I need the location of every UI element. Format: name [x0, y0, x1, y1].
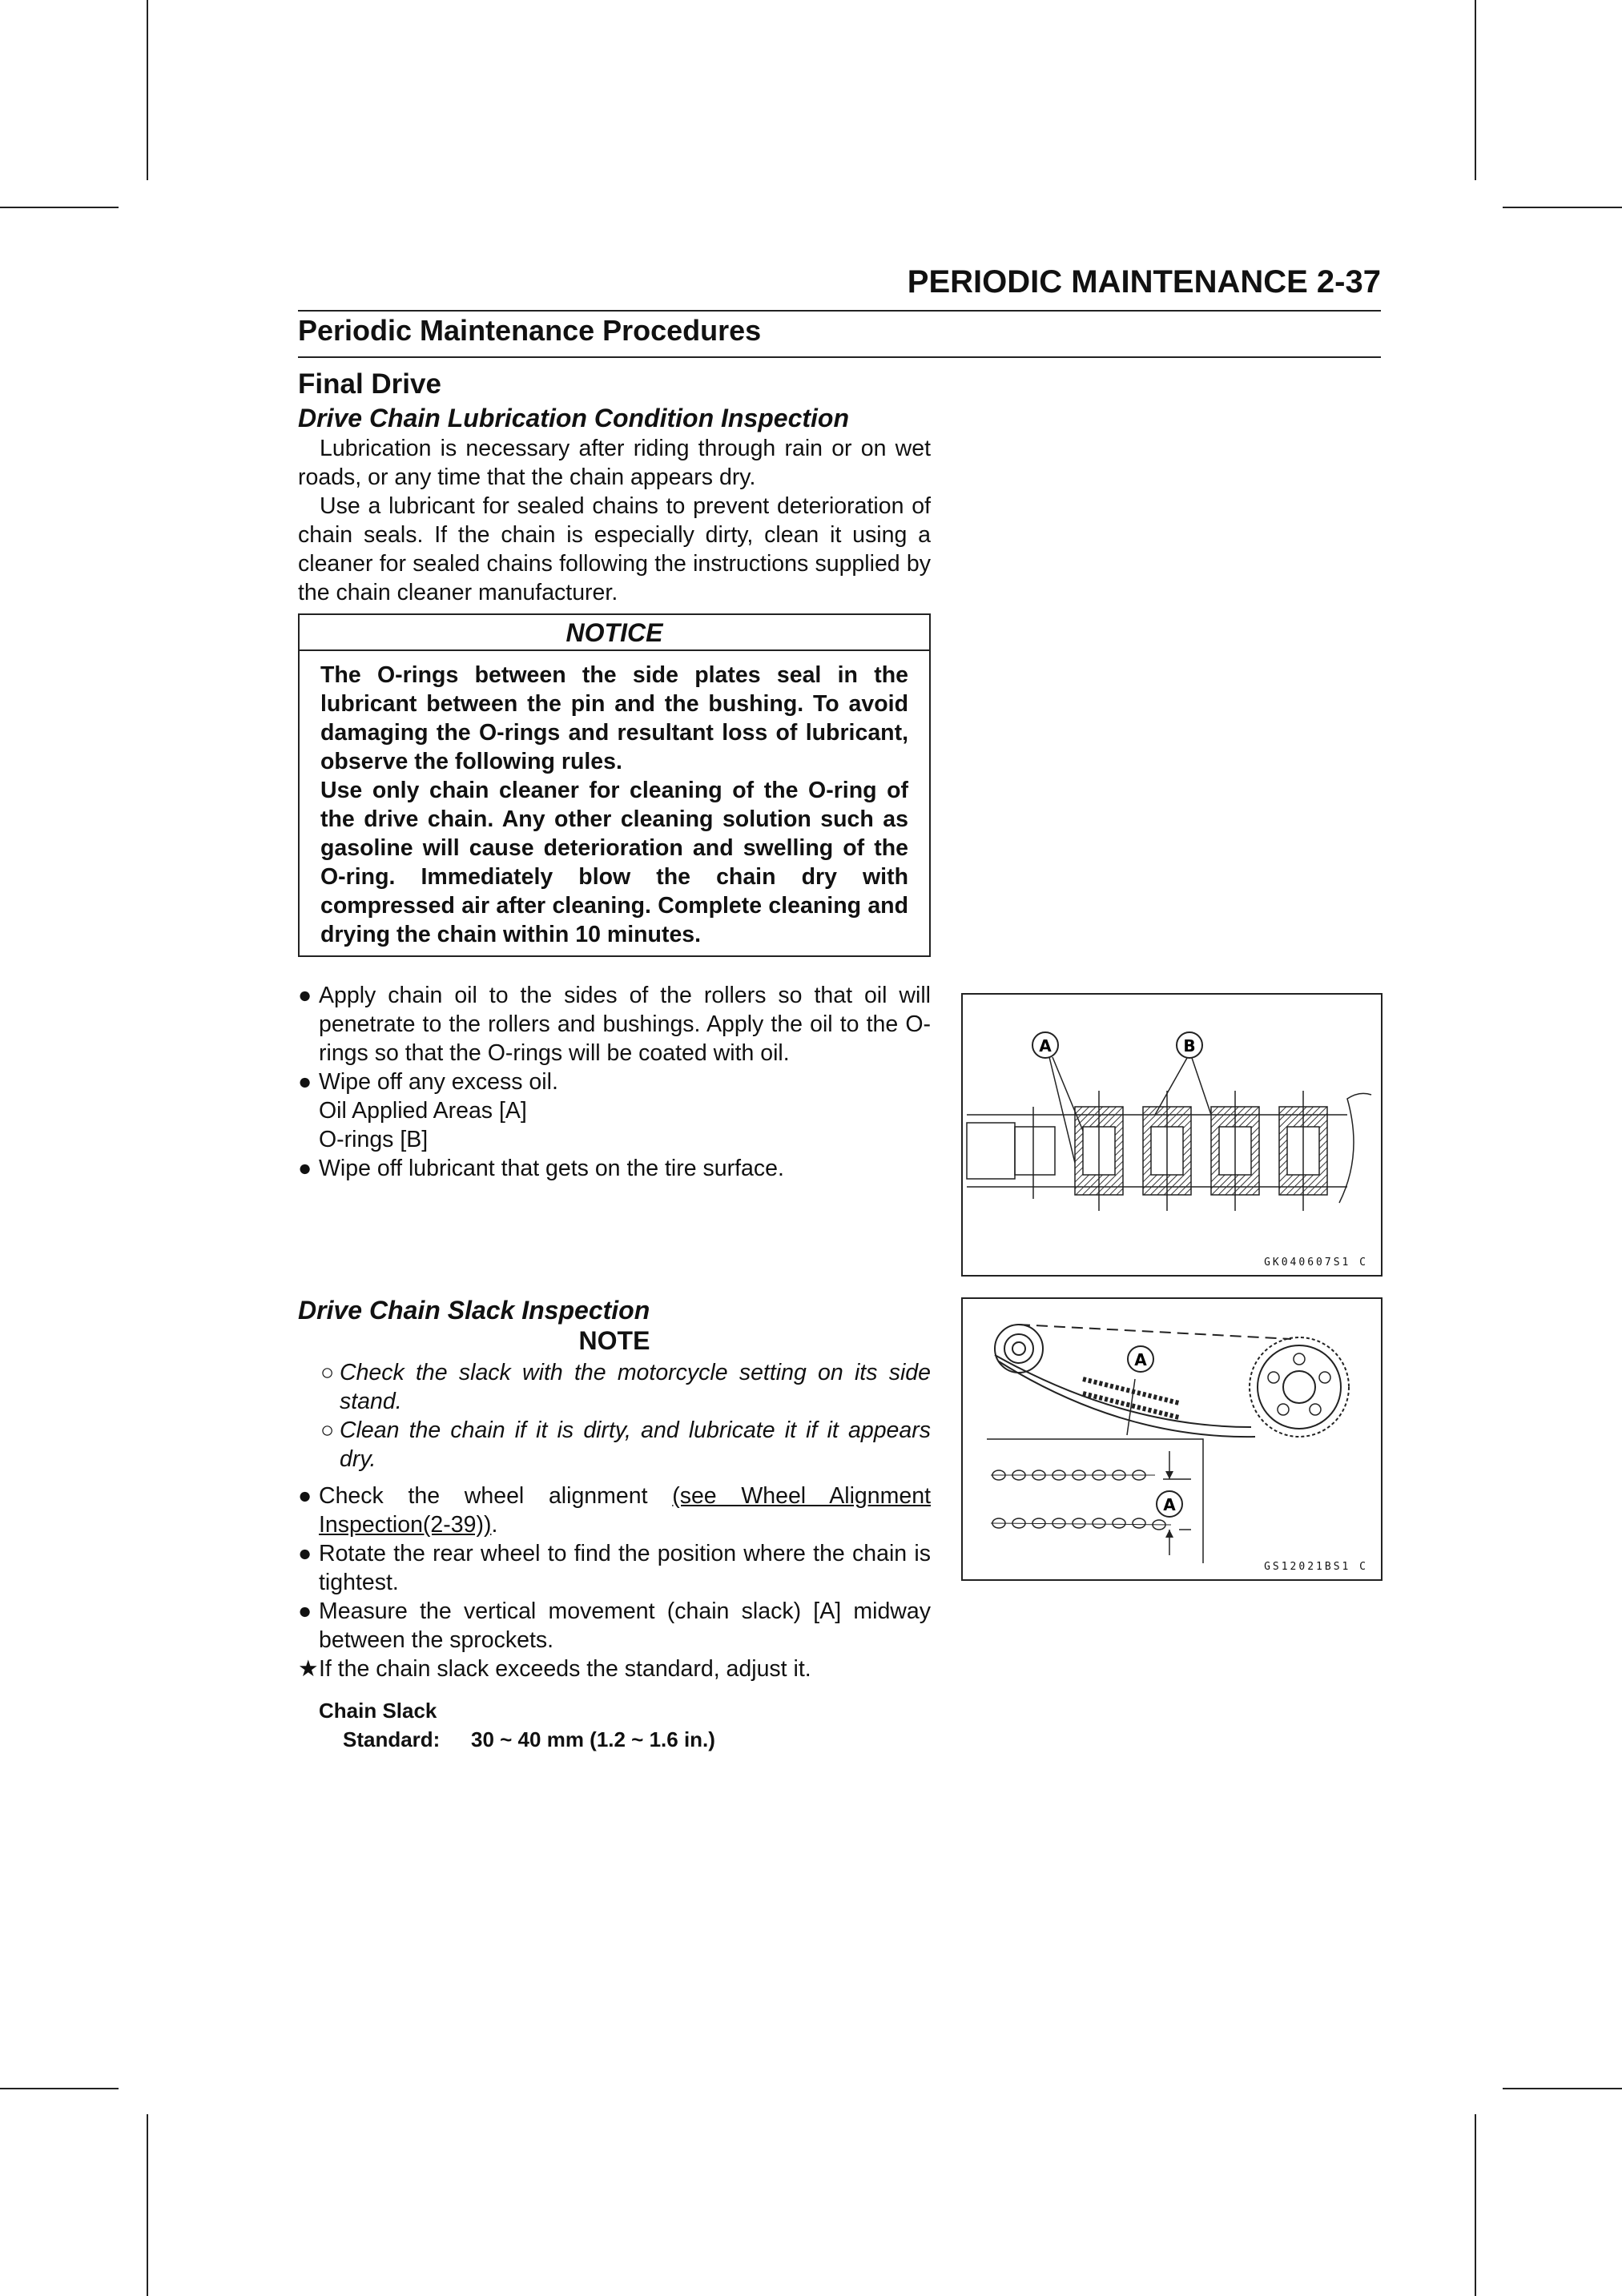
figure-label-b: B: [1183, 1036, 1196, 1056]
final-drive-heading: Final Drive: [298, 368, 441, 400]
figure-code: GK040607S1 C: [1264, 1257, 1368, 1269]
chain-slack-figure: [961, 1297, 1383, 1581]
legend-item: Oil Applied Areas [A]: [319, 1098, 527, 1124]
note-title: NOTE: [578, 1326, 650, 1355]
list-item: ● Measure the vertical movement (chain slack) [A] midway between the sprockets.: [298, 1598, 931, 1653]
bullet-icon: ●: [298, 983, 312, 1008]
wheel-alignment-link[interactable]: (see Wheel Alignment Inspection(2-39)): [319, 1483, 931, 1538]
list-item: ● Check the wheel alignment (see Wheel Alignment Inspection(2-39)).: [298, 1483, 931, 1538]
rear-sprocket: [1250, 1337, 1349, 1437]
section-title: Periodic Maintenance Procedures: [298, 314, 762, 347]
bullet-icon: ●: [298, 1156, 312, 1181]
bullet-icon: ●: [298, 1598, 312, 1624]
chain-slack-spec: [298, 1696, 931, 1754]
list-item: ● Apply chain oil to the sides of the rollers so that oil will penetrate to the rollers and bushings. Apply the oil to the O-rings so that the O-rings will be coated with oil.: [298, 983, 931, 1066]
notice-body: [300, 651, 929, 955]
lubrication-steps: [298, 981, 931, 1183]
paragraph: Lubrication is necessary after riding through rain or on wet roads, or any time that the chain appears dry.: [298, 436, 931, 490]
header-rule: [298, 310, 1381, 312]
chain-section-illustration: [963, 995, 1381, 1275]
spec-title: Chain Slack: [319, 1699, 437, 1723]
notice-title: NOTICE: [300, 615, 929, 651]
page-header: PERIODIC MAINTENANCE 2-37: [907, 264, 1381, 300]
crop-mark: [147, 2114, 148, 2296]
crop-mark: [1475, 0, 1476, 180]
note-item: ○ Clean the chain if it is dirty, and lubricate it if it appears dry.: [320, 1417, 931, 1472]
inset-chain: [992, 1470, 1165, 1530]
crop-mark: [0, 2088, 119, 2089]
legend-item: O-rings [B]: [319, 1127, 429, 1152]
circle-bullet-icon: ○: [320, 1417, 335, 1443]
star-icon: ★: [298, 1656, 319, 1682]
list-item: ★ If the chain slack exceeds the standard, adjust it.: [298, 1656, 811, 1682]
circle-bullet-icon: ○: [320, 1360, 335, 1385]
lubrication-heading: Drive Chain Lubrication Condition Inspection: [298, 404, 850, 432]
chain-lubrication-figure: [961, 993, 1383, 1277]
paragraph: Use a lubricant for sealed chains to prevent deterioration of chain seals. If the chain is especially dirty, clean it using a cleaner for sealed chains following the instructions supplied by the chain cleaner manufacturer.: [298, 493, 931, 605]
figure-code: GS12021BS1 C: [1264, 1561, 1368, 1573]
list-item: ● Wipe off any excess oil.: [298, 1069, 558, 1095]
bullet-icon: ●: [298, 1069, 312, 1095]
note-item: ○ Check the slack with the motorcycle setting on its side stand.: [320, 1360, 931, 1414]
figure-label-a: A: [1134, 1350, 1147, 1369]
notice-paragraph: Use only chain cleaner for cleaning of the O-ring of the drive chain. Any other cleaning solution such as gasoline will cause deterioration and swelling of the O-ring. Immediately blow the chain dry with compressed air after cleaning. Complete cleaning and drying the chain within 10 minutes.: [320, 778, 908, 947]
lubrication-section: [298, 370, 931, 1183]
section-rule: [298, 356, 1381, 358]
list-item: ● Wipe off lubricant that gets on the tire surface.: [298, 1156, 784, 1181]
figure-label-a: A: [1039, 1036, 1052, 1056]
chain-rollers: [1075, 1107, 1327, 1195]
bullet-icon: ●: [298, 1483, 312, 1509]
crop-mark: [147, 0, 148, 180]
list-item: ● Rotate the rear wheel to find the position where the chain is tightest.: [298, 1541, 931, 1595]
spec-label: Standard:: [343, 1727, 441, 1751]
note-list: [298, 1358, 931, 1474]
bullet-icon: ●: [298, 1541, 312, 1566]
chain-slack-illustration: [963, 1299, 1381, 1579]
crop-mark: [1503, 2088, 1622, 2089]
slack-heading: Drive Chain Slack Inspection: [298, 1296, 650, 1325]
notice-paragraph: The O-rings between the side plates seal in the lubricant between the pin and the bushing. To avoid damaging the O-rings and resultant loss of lubricant, observe the following rules.: [320, 662, 908, 774]
spec-value: 30 ~ 40 mm (1.2 ~ 1.6 in.): [471, 1727, 715, 1751]
slack-section: [298, 1296, 931, 1754]
crop-mark: [1475, 2114, 1476, 2296]
crop-mark: [1503, 207, 1622, 208]
slack-steps: [298, 1482, 931, 1683]
spec-row: [319, 1725, 931, 1754]
figure-label-a-inset: A: [1163, 1495, 1176, 1514]
crop-mark: [0, 207, 119, 208]
notice-box: [298, 613, 931, 957]
